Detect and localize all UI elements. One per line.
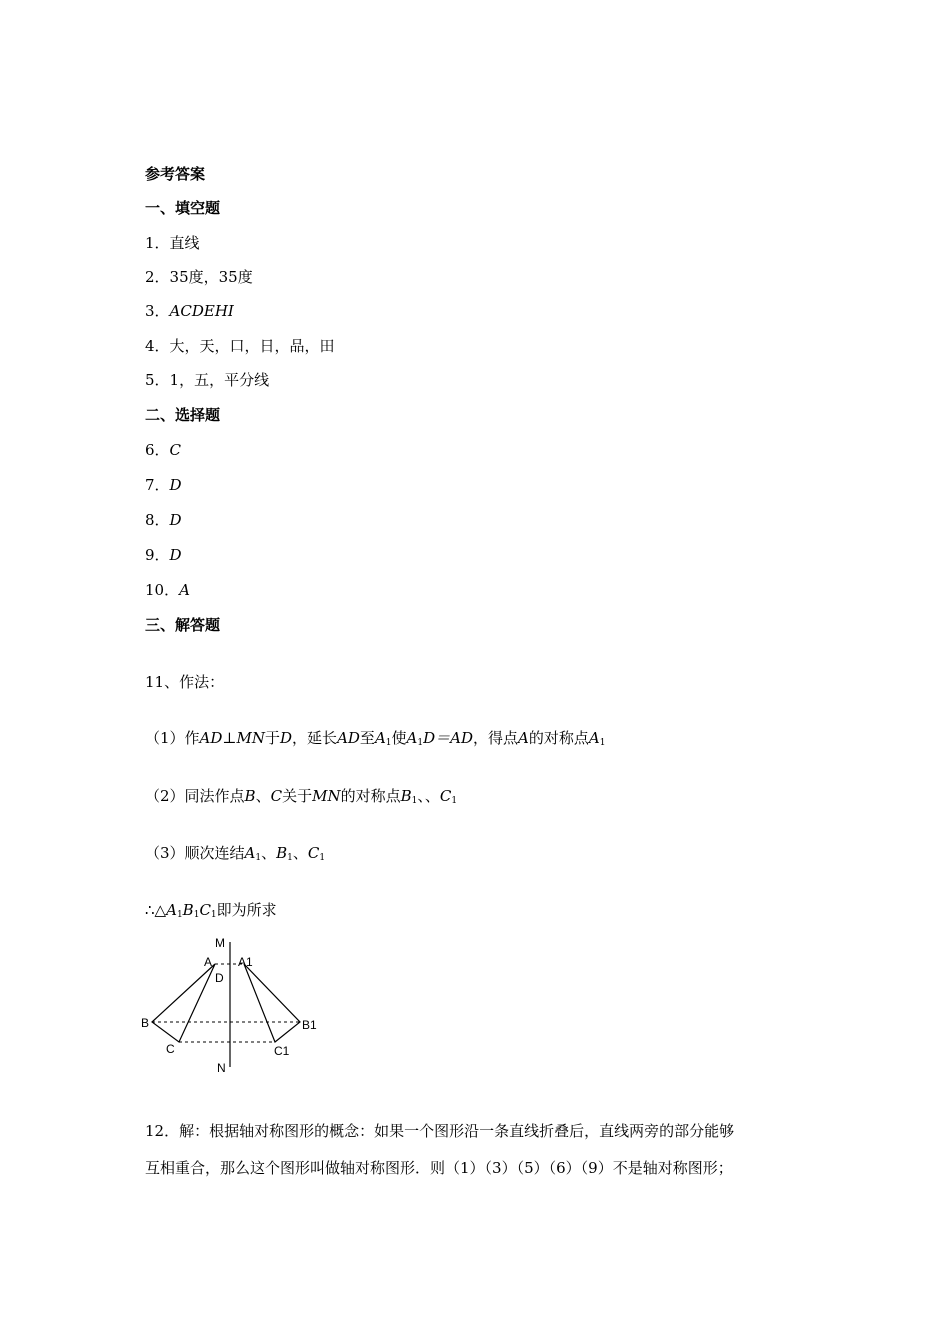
answer-item-5: 5．1，五，平分线: [145, 371, 270, 389]
answer-item-6: 6．C: [145, 441, 182, 459]
symmetry-figure: [137, 932, 327, 1077]
answer-item-4: 4．大，天，口，日，品，田: [145, 337, 335, 355]
q12-line-2: 互相重合，那么这个图形叫做轴对称图形．则（1）（3）（5）（6）（9）不是轴对称图形；: [145, 1159, 733, 1177]
label-c: C: [166, 1042, 175, 1056]
label-c1: C1: [274, 1044, 290, 1058]
answer-item-7: 7．D: [145, 476, 182, 494]
triangle-a1b1c1: [244, 964, 300, 1042]
q11-conclusion: $\therefore\triangle A_1B_1C_1$即为所求: [145, 901, 277, 920]
section-heading-fill-blank: 一、填空题: [145, 199, 221, 217]
q11-intro: 11、作法：: [145, 673, 225, 691]
q11-step-1: （1）作AD⊥MN于D，延长AD至$A_1$使$A_1D=AD$，得点A的对称点$A_1$: [145, 729, 606, 748]
section-heading-solution: 三、解答题: [145, 616, 221, 634]
q12-line-1: 12．解：根据轴对称图形的概念：如果一个图形沿一条直线折叠后，直线两旁的部分能够: [145, 1122, 735, 1140]
label-b1: B1: [302, 1018, 317, 1032]
answer-item-3: 3．ACDEHI: [145, 302, 234, 320]
answer-title: 参考答案: [145, 165, 206, 183]
answer-item-2: 2．35度，35度: [145, 268, 253, 286]
label-a: A: [204, 955, 213, 969]
label-d: D: [215, 971, 224, 985]
q11-step-2: （2）同法作点B、C关于MN的对称点$B_1$、、$C_1$: [145, 787, 458, 806]
label-b: B: [141, 1016, 150, 1030]
triangle-abc: [152, 964, 215, 1042]
label-m: M: [215, 936, 225, 950]
q11-step-3: （3）顺次连结$A_1$、$B_1$、$C_1$: [145, 844, 326, 863]
label-a1: A1: [238, 955, 253, 969]
answer-item-1: 1．直线: [145, 234, 200, 252]
section-heading-choice: 二、选择题: [145, 406, 221, 424]
answer-item-8: 8．D: [145, 511, 182, 529]
label-n: N: [217, 1061, 226, 1075]
answer-item-9: 9．D: [145, 546, 182, 564]
answer-item-10: 10．A: [145, 581, 190, 599]
